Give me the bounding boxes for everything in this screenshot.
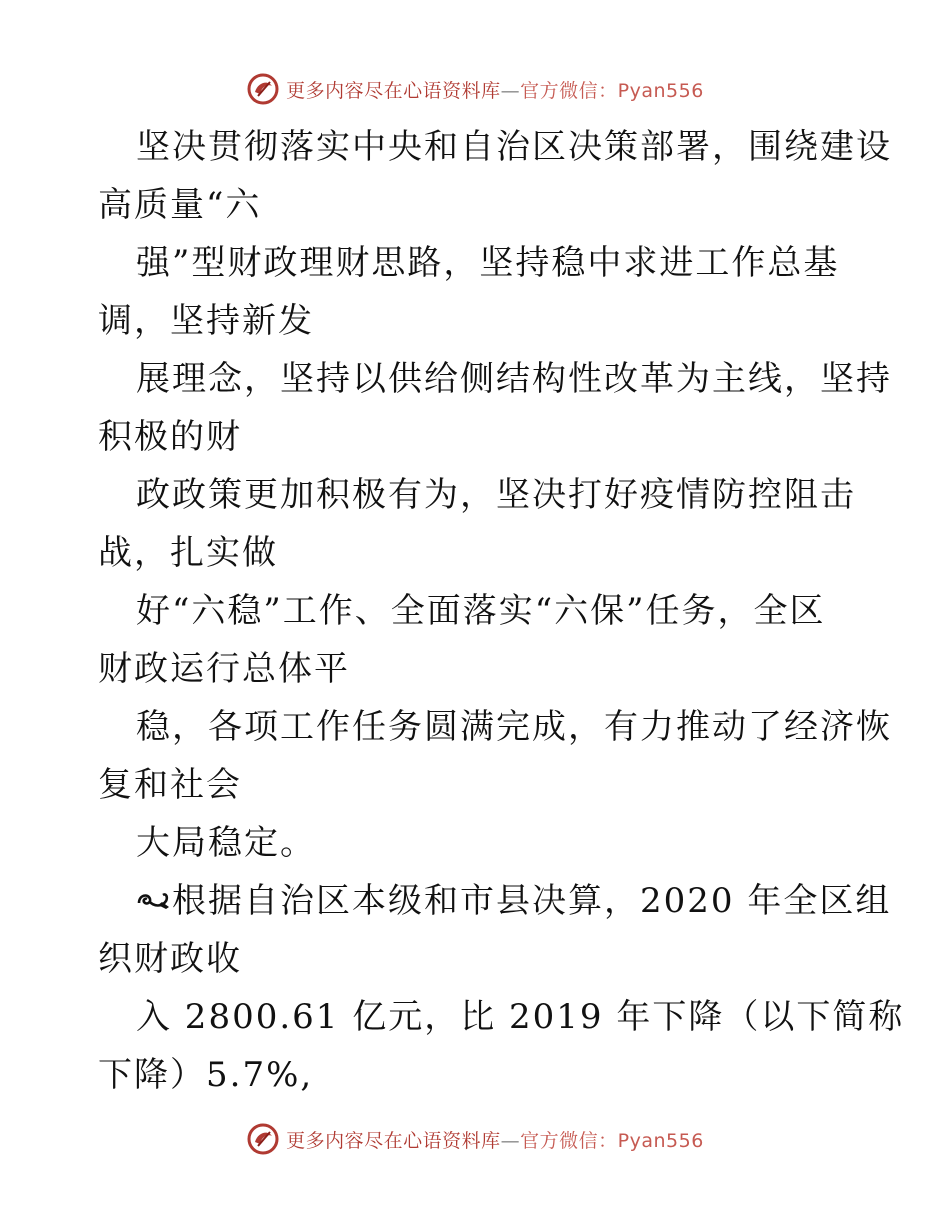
bullet-paragraph-line: [98, 872, 892, 930]
paragraph-line: 大局稳定。: [136, 823, 316, 863]
paragraph-line: 坚决贯彻落实中央和自治区决策部署，围绕建设: [136, 127, 892, 167]
paragraph-line: 财政运行总体平: [98, 649, 350, 689]
watermark-site-text: 更多内容尽在心语资料库: [286, 79, 501, 102]
paragraph-line-text: 根据自治区本级和市县决算，2020 年全区组: [172, 881, 892, 921]
paragraph-line: 强”型财政理财思路，坚持稳中求进工作总基: [136, 243, 840, 283]
paragraph-line: 积极的财: [98, 417, 242, 457]
swirl-logo-icon: [246, 1122, 280, 1156]
paragraph-line: 稳，各项工作任务圆满完成，有力推动了经济恢: [136, 707, 892, 747]
paragraph-line: 复和社会: [98, 765, 242, 805]
header-watermark: [0, 72, 950, 106]
paragraph-line: 战，扎实做: [98, 533, 278, 573]
footer-watermark: [0, 1122, 950, 1156]
document-body: [98, 118, 905, 1104]
fleuron-bullet-icon: [136, 875, 172, 905]
watermark-contact-text: 官方微信：Pyan556: [520, 79, 704, 102]
swirl-logo-icon: [246, 72, 280, 106]
paragraph-line: 高质量“六: [98, 185, 262, 225]
watermark-separator: —: [500, 1129, 521, 1152]
watermark-site-text: 更多内容尽在心语资料库: [286, 1129, 501, 1152]
paragraph-line: 入 2800.61 亿元，比 2019 年下降（以下简称: [136, 997, 905, 1037]
paragraph-line: 好“六稳”工作、全面落实“六保”任务，全区: [136, 591, 826, 631]
watermark-contact-text: 官方微信：Pyan556: [520, 1129, 704, 1152]
paragraph-line: 政政策更加积极有为，坚决打好疫情防控阻击: [136, 475, 856, 515]
watermark-separator: —: [500, 79, 521, 102]
paragraph-line: 织财政收: [98, 939, 242, 979]
paragraph-line: 调，坚持新发: [98, 301, 314, 341]
paragraph-line: 展理念，坚持以供给侧结构性改革为主线，坚持: [136, 359, 892, 399]
paragraph-line: 下降）5.7%,: [98, 1055, 314, 1095]
